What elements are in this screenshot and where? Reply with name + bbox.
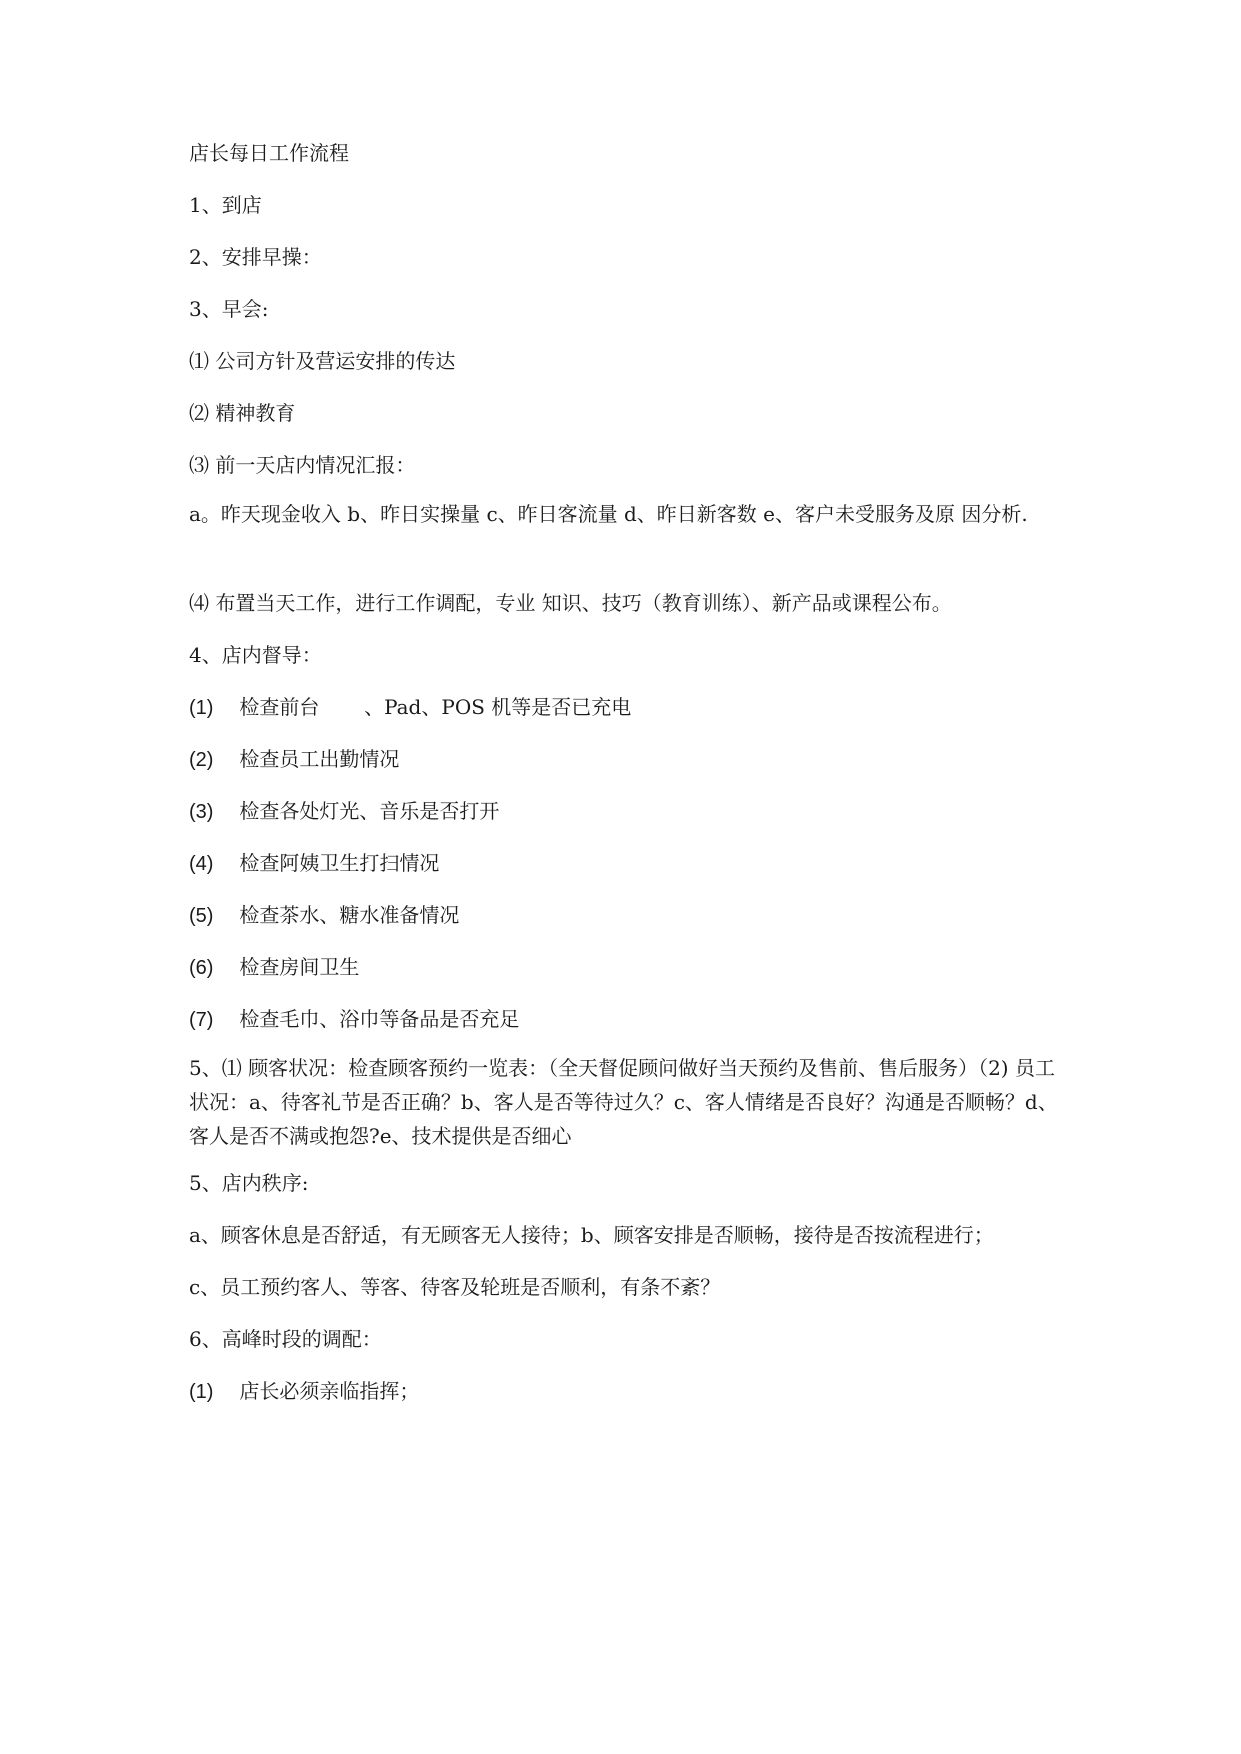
item-text: 检查毛巾、浴巾等备品是否充足 (239, 1007, 520, 1031)
step-5-order-c: c、员工预约客人、等客、待客及轮班是否顺利，有条不紊？ (189, 1275, 721, 1299)
step-3: 3、早会: (189, 297, 269, 321)
item-number: (6) (189, 957, 214, 979)
item-number: (4) (189, 853, 214, 875)
item-text: 店长必须亲临指挥； (239, 1379, 420, 1403)
step-4-item-7 (189, 1004, 1069, 1035)
step-3-item-4: ⑷ 布置当天工作，进行工作调配，专业 知识、技巧（教育训练）、新产品或课程公布。 (189, 591, 952, 615)
item-number: (3) (189, 801, 214, 823)
step-6: 6、高峰时段的调配： (189, 1327, 382, 1351)
step-4: 4、店内督导： (189, 643, 322, 667)
item-number: (1) (189, 697, 214, 719)
step-3-item-3: ⑶ 前一天店内情况汇报： (189, 453, 416, 477)
item-text: 检查房间卫生 (239, 955, 360, 979)
item-text: 检查各处灯光、音乐是否打开 (239, 799, 500, 823)
step-2: 2、安排早操： (189, 245, 322, 269)
step-5-order-a: a、顾客休息是否舒适，有无顾客无人接待；b、顾客安排是否顺畅，接待是否按流程进行； (189, 1223, 994, 1247)
step-3-item-3-detail: a。昨天现金收入 b、昨日实操量 c、昨日客流量 d、昨日新客数 e、客户未受服务及原 因分析. (189, 502, 1028, 526)
step-4-item-3 (189, 796, 1069, 827)
item-number: (1) (189, 1381, 214, 1403)
step-4-item-2 (189, 744, 1069, 775)
step-4-item-1 (189, 692, 1069, 723)
document-title: 店长每日工作流程 (189, 141, 349, 165)
item-text: 检查前台 (239, 695, 320, 719)
item-number: (7) (189, 1009, 214, 1031)
step-3-item-1: ⑴ 公司方针及营运安排的传达 (189, 349, 456, 373)
item-text: 检查员工出勤情况 (239, 747, 400, 771)
step-1: 1、到店 (189, 193, 262, 217)
item-text: 检查阿姨卫生打扫情况 (239, 851, 440, 875)
step-4-item-6 (189, 952, 1069, 983)
step-6-item-1 (189, 1376, 1069, 1407)
step-5-status: 5、⑴ 顾客状况：检查顾客预约一览表：（全天督促顾问做好当天预约及售前、售后服务）（2) 员工状况：a、待客礼节是否正确？b、客人是否等待过久？c、客人情绪是否良好？沟通是否顺畅？d、客人是否不满或抱怨?e、技术提供是否细心 (189, 1056, 1058, 1148)
step-5-order: 5、店内秩序: (189, 1171, 309, 1195)
step-3-item-2: ⑵ 精神教育 (189, 401, 296, 425)
item-text: 检查茶水、糖水准备情况 (239, 903, 460, 927)
item-number: (2) (189, 749, 214, 771)
item-number: (5) (189, 905, 214, 927)
step-4-item-5 (189, 900, 1069, 931)
item-text-extra: 、Pad、POS 机等是否已充电 (364, 695, 632, 719)
step-4-item-4 (189, 848, 1069, 879)
